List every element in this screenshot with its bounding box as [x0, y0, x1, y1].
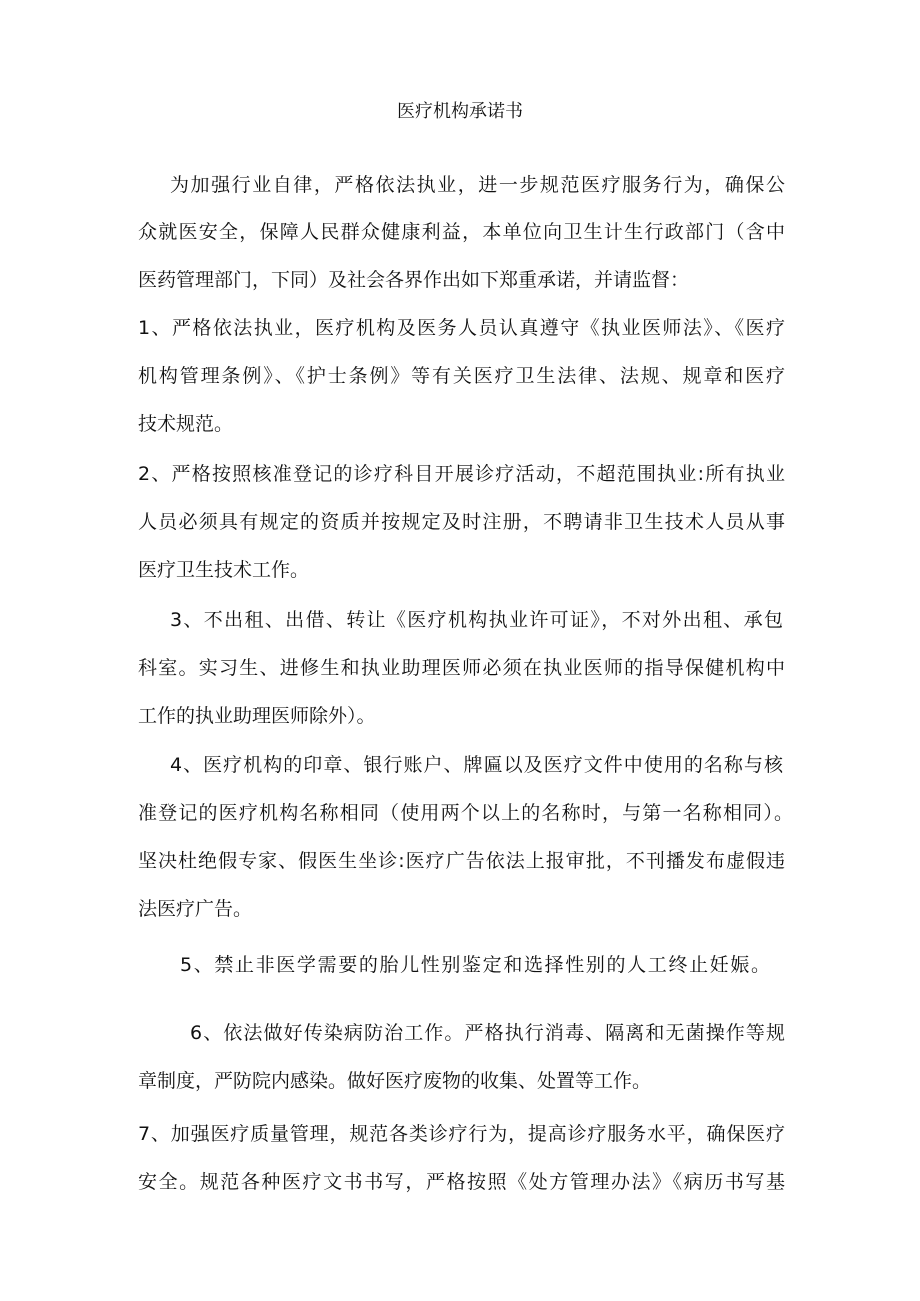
text-line: 7、加强医疗质量管理，规范各类诊疗行为，提高诊疗服务水平，确保医疗 [138, 1123, 785, 1145]
text-line: 法医疗广告。 [138, 898, 253, 920]
text-line: 章制度，严防院内感染。做好医疗废物的收集、处置等工作。 [138, 1070, 652, 1092]
text-line: 人员必须具有规定的资质并按规定及时注册，不聘请非卫生技术人员从事 [138, 511, 785, 533]
text-line: 3、不出租、出借、转让《医疗机构执业许可证》，不对外出租、承包 [170, 609, 783, 631]
text-line: 5、禁止非医学需要的胎儿性别鉴定和选择性别的人工终止妊娠。 [180, 954, 770, 976]
text-line: 医疗卫生技术工作。 [138, 559, 310, 581]
text-line: 坚决杜绝假专家、假医生坐诊:医疗广告依法上报审批，不刊播发布虚假违 [138, 850, 785, 872]
text-line: 科室。实习生、进修生和执业助理医师必须在执业医师的指导保健机构中 [138, 657, 785, 679]
text-line: 技术规范。 [138, 413, 234, 435]
text-line: 准登记的医疗机构名称相同（使用两个以上的名称时，与第一名称相同）。 [138, 802, 793, 824]
text-line: 6、依法做好传染病防治工作。严格执行消毒、隔离和无菌操作等规 [190, 1022, 785, 1044]
text-line: 工作的执业助理医师除外）。 [138, 705, 376, 727]
text-line: 医药管理部门，下同）及社会各界作出如下郑重承诺，并请监督： [138, 269, 690, 291]
text-line: 1、严格依法执业，医疗机构及医务人员认真遵守《执业医师法》、《医疗 [138, 317, 785, 339]
text-line: 2、严格按照核准登记的诊疗科目开展诊疗活动，不超范围执业:所有执业 [138, 463, 785, 485]
text-line: 4、医疗机构的印章、银行账户、牌匾以及医疗文件中使用的名称与核 [170, 754, 783, 776]
document-title: 医疗机构承诺书 [397, 101, 523, 122]
text-line: 安全。规范各种医疗文书书写，严格按照《处方管理办法》《病历书写基 [138, 1171, 785, 1193]
text-line: 众就医安全，保障人民群众健康利益，本单位向卫生计生行政部门（含中 [138, 221, 785, 243]
text-line: 机构管理条例》、《护士条例》等有关医疗卫生法律、法规、规章和医疗 [138, 365, 785, 387]
text-line: 为加强行业自律，严格依法执业，进一步规范医疗服务行为，确保公 [170, 174, 785, 196]
